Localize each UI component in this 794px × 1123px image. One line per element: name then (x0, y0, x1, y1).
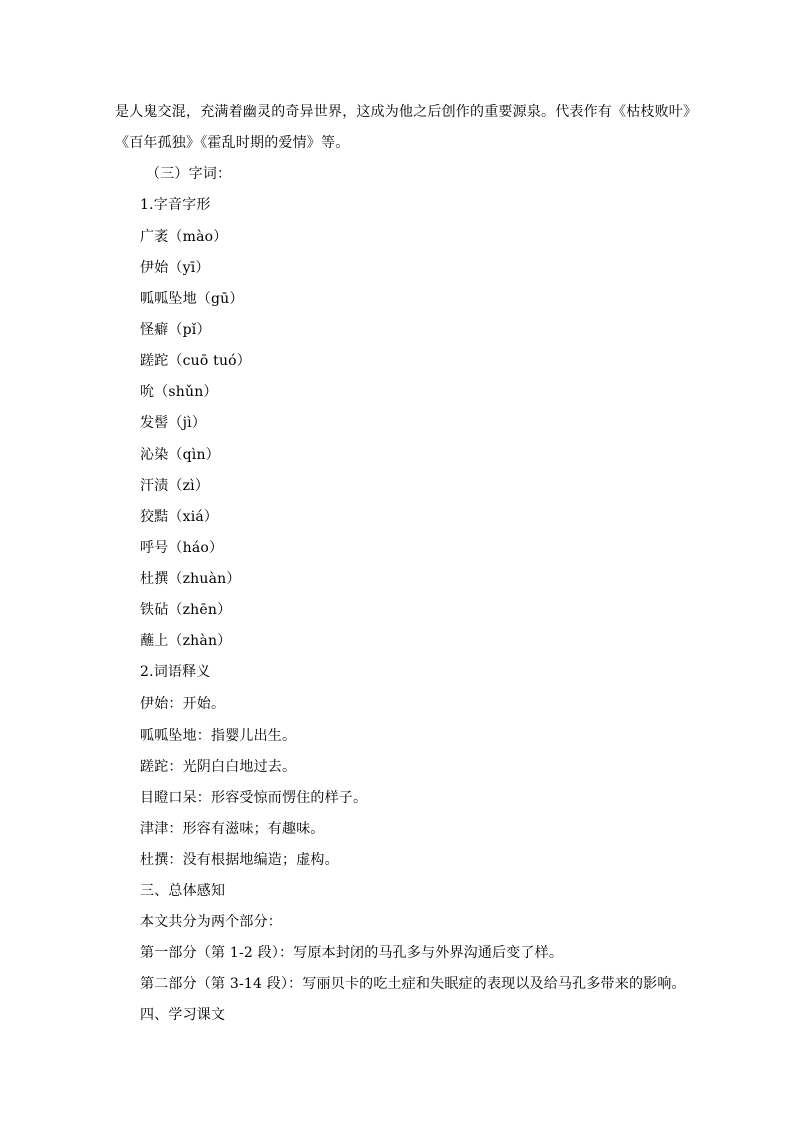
pronunciation-item: 伊始（yī） (140, 260, 210, 276)
pronunciation-item: 沁染（qìn） (140, 447, 220, 463)
pronunciation-item: 汗渍（zì） (140, 478, 210, 494)
overall-part-1: 第一部分（第 1-2 段）：写原本封闭的马孔多与外界沟通后变了样。 (140, 945, 564, 961)
pronunciation-item: 发髻（jì） (140, 415, 207, 431)
intro-line-1: 是人鬼交混，充满着幽灵的奇异世界，这成为他之后创作的重要源泉。代表作有《枯枝败叶》 (115, 104, 698, 120)
pronunciation-item: 杜撰（zhuàn） (140, 571, 241, 587)
definition-item: 呱呱坠地：指婴儿出生。 (140, 728, 297, 744)
definition-item: 目瞪口呆：形容受惊而愣住的样子。 (140, 790, 368, 806)
intro-line-2: 《百年孤独》《霍乱时期的爱情》等。 (115, 135, 350, 151)
pronunciation-item: 呼号（háo） (140, 540, 224, 556)
section-heading-ziyi: （三）字词： (146, 166, 232, 182)
definition-item: 津津：形容有滋味；有趣味。 (140, 821, 325, 837)
subheading-definitions: 2.词语释义 (140, 664, 211, 680)
pronunciation-item: 铁砧（zhēn） (140, 602, 232, 618)
subheading-pronunciation: 1.字音字形 (140, 197, 211, 213)
pronunciation-item: 呱呱坠地（gū） (140, 291, 244, 307)
section-heading-study: 四、学习课文 (140, 1007, 226, 1023)
overall-part-2: 第二部分（第 3-14 段）：写丽贝卡的吃土症和失眠症的表现以及给马孔多带来的影响。 (140, 976, 686, 992)
definition-item: 伊始：开始。 (140, 696, 226, 712)
pronunciation-item: 怪癖（pǐ） (140, 322, 211, 338)
pronunciation-item: 蹉跎（cuō tuó） (140, 353, 252, 369)
definition-item: 蹉跎：光阴白白地过去。 (140, 759, 297, 775)
pronunciation-item: 吮（shǔn） (140, 384, 218, 400)
overall-intro: 本文共分为两个部分： (140, 914, 282, 930)
pronunciation-item: 狡黠（xiá） (140, 509, 219, 525)
section-heading-overall: 三、总体感知 (140, 883, 226, 899)
definition-item: 杜撰：没有根据地编造；虚构。 (140, 852, 339, 868)
pronunciation-item: 广袤（mào） (140, 229, 228, 245)
pronunciation-item: 蘸上（zhàn） (140, 633, 232, 649)
